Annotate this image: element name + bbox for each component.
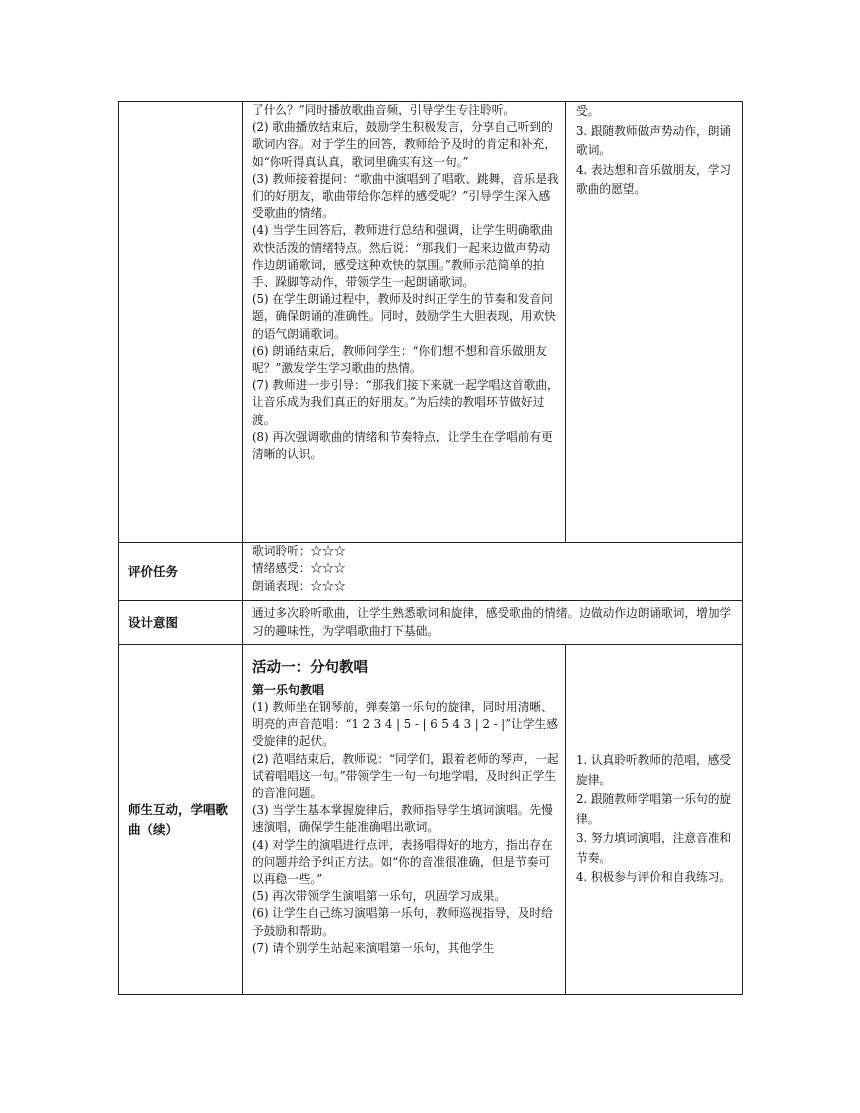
intent-label: 设计意图 (119, 601, 243, 645)
student-item: 受。 (576, 104, 600, 118)
student-activity-cell (566, 645, 743, 995)
process-paragraph: (8) 再次强调歌曲的情绪和节奏特点，让学生在学唱前有更清晰的认识。 (252, 429, 553, 462)
teacher-process-cell (243, 102, 566, 543)
table-row (119, 102, 743, 543)
activity-subheading: 第一乐句教唱 (252, 683, 325, 697)
process-paragraph: (2) 歌曲播放结束后，鼓励学生积极发言，分享自己听到的歌词内容。对于学生的回答，教师给予及时的肯定和补充，如“你听得真认真，歌词里确实有这一句。” (252, 120, 556, 169)
student-item: 3. 跟随教师做声势动作，朗诵歌词。 (576, 123, 732, 157)
intent-text: 通过多次聆听歌曲，让学生熟悉歌词和旋律，感受歌曲的情绪。边做动作边朗诵歌词，增加学习的趣味性，为学唱歌曲打下基础。 (243, 601, 743, 645)
lesson-plan-table (118, 101, 743, 995)
activity-heading: 活动一：分句教唱 (252, 660, 368, 676)
process-paragraph: (1) 教师坐在钢琴前，弹奏第一乐句的旋律，同时用清晰、明亮的声音范唱：“1 2 3 4 | 5 - | 6 5 4 3 | 2 - |”让学生感受旋律的起伏。 (252, 700, 558, 749)
eval-items-cell (243, 543, 743, 601)
process-paragraph: (6) 朗诵结束后，教师问学生：“你们想不想和音乐做朋友呢？”激发学生学习歌曲的热情。 (252, 343, 548, 376)
process-paragraph: (7) 请个别学生站起来演唱第一乐句，其他学生 (252, 940, 495, 955)
eval-item: 情绪感受：☆☆☆ (252, 561, 346, 576)
table-row (119, 645, 743, 995)
student-item: 1. 认真聆听教师的范唱，感受旋律。 (576, 753, 732, 787)
process-paragraph: (3) 教师接着提问：“歌曲中演唱到了唱歌、跳舞，音乐是我们的好朋友，歌曲带给你怎样的感受呢？”引导学生深入感受歌曲的情绪。 (252, 171, 559, 221)
process-paragraph: (2) 范唱结束后，教师说：“同学们，跟着老师的琴声，一起试着唱唱这一句。”带领学生一句一句地学唱，及时纠正学生的音准问题。 (252, 751, 559, 801)
process-paragraph: (4) 对学生的演唱进行点评，表扬唱得好的地方，指出存在的问题并给予纠正方法。如“你的音准很准确，但是节奏可以再稳一些。” (252, 837, 553, 887)
student-item: 4. 表达想和音乐做朋友，学习歌曲的愿望。 (576, 162, 732, 196)
eval-label: 评价任务 (119, 543, 243, 601)
process-paragraph: (3) 当学生基本掌握旋律后，教师指导学生填词演唱。先慢速演唱，确保学生能准确唱出歌词。 (252, 803, 553, 835)
process-paragraph: (5) 再次带领学生演唱第一乐句，巩固学习成果。 (252, 889, 507, 904)
eval-item: 朗诵表现：☆☆☆ (252, 578, 346, 593)
student-item: 3. 努力填词演唱，注意音准和节奏。 (576, 831, 732, 865)
eval-item: 歌词聆听：☆☆☆ (252, 544, 346, 558)
process-paragraph: 了什么？”同时播放歌曲音频，引导学生专注聆听。 (252, 103, 516, 117)
process-paragraph: (5) 在学生朗诵过程中，教师及时纠正学生的节奏和发音问题，确保朗诵的准确性。同时，鼓励学生大胆表现，用欢快的语气朗诵歌词。 (252, 292, 556, 341)
table-row (119, 601, 743, 645)
student-item: 2. 跟随教师学唱第一乐句的旋律。 (576, 792, 732, 826)
table-row (119, 543, 743, 601)
label-cell-empty (119, 102, 243, 543)
student-activity-cell (566, 102, 743, 543)
activity-label: 师生互动，学唱歌曲（续） (119, 645, 243, 995)
process-paragraph: (7) 教师进一步引导：“那我们接下来就一起学唱这首歌曲，让音乐成为我们真正的好朋友。”为后续的教唱环节做好过渡。 (252, 378, 559, 427)
student-item: 4. 积极参与评价和自我练习。 (576, 870, 732, 885)
process-paragraph: (6) 让学生自己练习演唱第一乐句，教师巡视指导，及时给予鼓励和帮助。 (252, 906, 553, 938)
activity-process-cell (243, 645, 566, 995)
process-paragraph: (4) 当学生回答后，教师进行总结和强调，让学生明确歌曲欢快活泼的情绪特点。然后说：“那我们一起来边做声势动作边朗诵歌词，感受这种欢快的氛围。”教师示范简单的拍手、跺脚等动作，带领学生一起朗诵歌词。 (252, 223, 553, 290)
